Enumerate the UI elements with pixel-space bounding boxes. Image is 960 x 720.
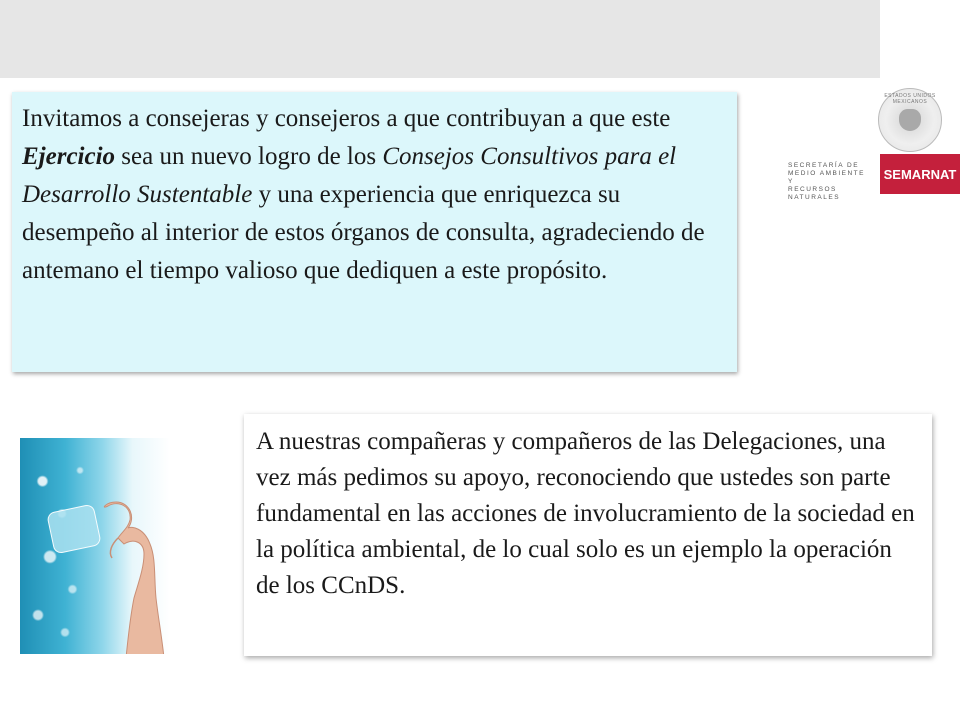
national-seal-icon <box>878 88 942 152</box>
eagle-icon <box>899 109 921 131</box>
secretaria-line: MEDIO AMBIENTE Y <box>788 170 865 185</box>
seal-text: ESTADOS UNIDOS MEXICANOS <box>884 93 936 105</box>
hand-icon <box>78 498 168 654</box>
semarnat-logo <box>770 80 960 200</box>
water-hand-photo <box>20 438 170 654</box>
secretaria-name <box>788 162 872 202</box>
invitation-text-box <box>12 92 737 372</box>
header-bar <box>0 0 880 78</box>
delegations-text-box <box>244 414 932 656</box>
secretaria-line: SECRETARÍA DE <box>788 162 860 169</box>
delegations-text: A nuestras compañeras y compañeros de las Delegaciones, una vez más pedimos su apoyo, reconociendo que ustedes son parte fundamental en las acciones de involucramiento de la sociedad en la política ambiental, de lo cual solo es un ejemplo la operación de los CCnDS. <box>256 428 915 599</box>
ejercicio-word: Ejercicio <box>22 143 116 170</box>
invitation-text-part1: Invitamos a consejeras y consejeros a que contribuyan a que este <box>22 105 671 132</box>
secretaria-line: RECURSOS NATURALES <box>788 186 841 201</box>
invitation-text-part3: y una experiencia que enriquezca su desempeño al interior de estos órganos de consulta, agradeciendo de antemano el tiempo valioso que dediquen a este propósito. <box>22 181 705 284</box>
invitation-text-part2: sea un nuevo logro de los <box>115 143 383 170</box>
semarnat-badge: SEMARNAT <box>880 154 960 194</box>
consejos-name: Consejos Consultivos para el Desarrollo Sustentable <box>22 143 677 208</box>
